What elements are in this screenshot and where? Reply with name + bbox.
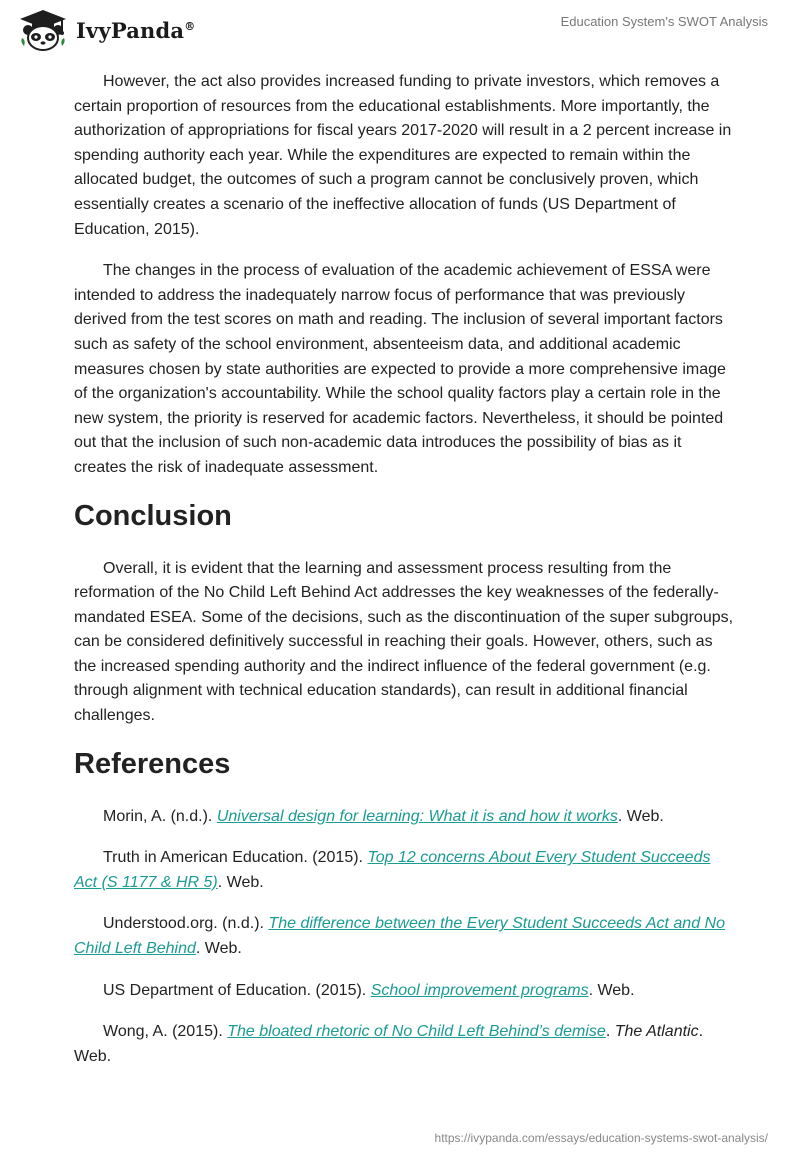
page-header	[0, 0, 800, 60]
reference-link[interactable]: School improvement programs	[370, 981, 589, 999]
reference-item: Truth in American Education. (2015). Top 12 concerns About Every Student Succeeds Act (S 1177 & HR 5). Web.	[74, 849, 711, 891]
document-title: Education System's SWOT Analysis	[560, 14, 768, 29]
conclusion-heading: Conclusion	[74, 499, 232, 532]
reference-link[interactable]: Universal design for learning: What it is and how it works	[216, 807, 618, 825]
journal-title: The Atlantic	[614, 1023, 699, 1041]
body-paragraph: However, the act also provides increased funding to private investors, which removes a certain proportion of resources from the educational establishments. More importantly, the authorization of appropriations for fiscal years 2017-2020 will result in a 2 percent increase in spending authority each year. While the expenditures are expected to remain within the allocated budget, the outcomes of such a program cannot be conclusively proven, which essentially creates a scenario of the ineffective allocation of funds (US Department of Education, 2015).	[74, 73, 732, 238]
reference-item: Wong, A. (2015). The bloated rhetoric of No Child Left Behind’s demise. The Atlantic. Web.	[74, 1023, 704, 1065]
panda-graduate-icon	[16, 8, 70, 52]
brand-name: IvyPanda®	[76, 17, 196, 43]
reference-item: Understood.org. (n.d.). The difference between the Every Student Succeeds Act and No Child Left Behind. Web.	[74, 915, 725, 958]
reference-item: Morin, A. (n.d.). Universal design for learning: What it is and how it works. Web.	[103, 807, 664, 825]
references-heading: References	[74, 747, 231, 780]
reference-link[interactable]: Top 12 concerns About Every Student Succeeds Act (S 1177 & HR 5)	[74, 849, 711, 891]
ivypanda-logo[interactable]	[16, 8, 195, 52]
page-url: https://ivypanda.com/essays/education-systems-swot-analysis/	[434, 1131, 768, 1145]
reference-item: US Department of Education. (2015). School improvement programs. Web.	[103, 981, 635, 999]
conclusion-paragraph: Overall, it is evident that the learning and assessment process resulting from the reformation of the No Child Left Behind Act addresses the key weaknesses of the federally-mandated ESEA. Some of the decisions, such as the discontinuation of the super subgroups, can be considered definitively successful in reaching their goals. However, others, such as the increased spending authority and the indirect influence of the federal government (e.g. through alignment with technical education standards), can result in additional financial challenges.	[74, 559, 734, 725]
body-paragraph: The changes in the process of evaluation of the academic achievement of ESSA were intended to address the inadequately narrow focus of performance that was previously derived from the test scores on math and reading. The inclusion of several important factors such as safety of the school environment, absenteeism data, and additional academic measures chosen by state authorities are expected to provide a more comprehensive image of the organization's accountability. While the school quality factors play a certain role in the new system, the priority is reserved for academic factors. Nevertheless, it should be pointed out that the inclusion of such non-academic data introduces the possibility of bias as it creates the risk of inadequate assessment.	[74, 262, 726, 476]
essay-content	[74, 70, 734, 1086]
reference-link[interactable]: The bloated rhetoric of No Child Left Behind’s demise	[227, 1023, 606, 1041]
reference-link[interactable]: The difference between the Every Student Succeeds Act and No Child Left Behind	[74, 915, 725, 958]
